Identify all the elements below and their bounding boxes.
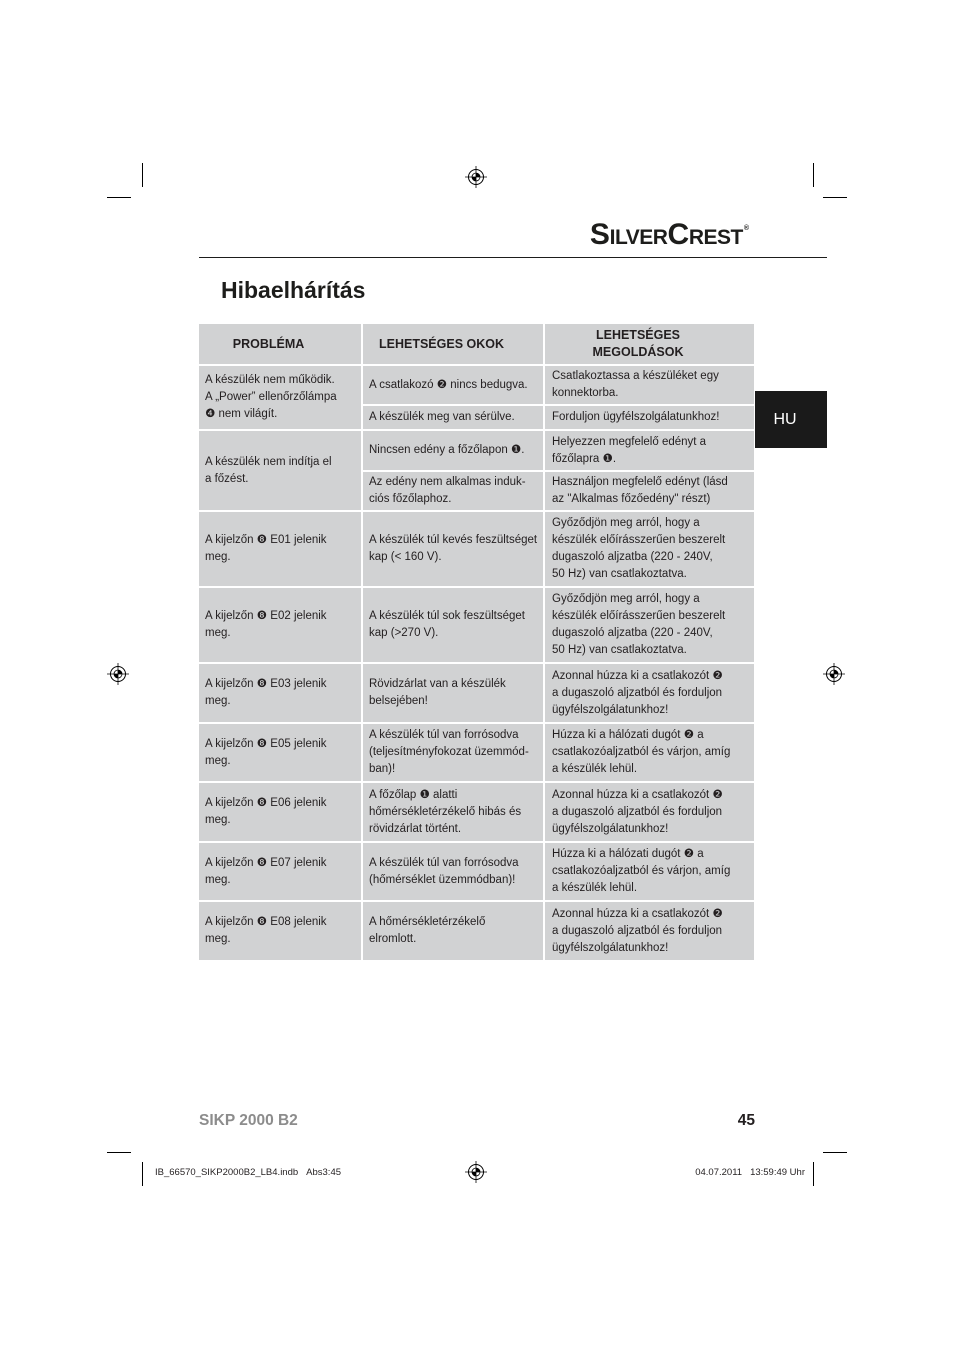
crop-mark-top-left-vertical [142, 163, 143, 187]
solution-cell: Húzza ki a hálózati dugót ❷ a csatlakozóaljzatból és várjon, amíg a készülék lehül. [545, 843, 754, 900]
crop-mark-bottom-right-horizontal [823, 1152, 847, 1153]
crop-mark-bottom-left-horizontal [107, 1152, 131, 1153]
language-tab: HU [755, 391, 827, 448]
registration-mark-icon [107, 663, 129, 685]
crop-mark-top-left-horizontal [107, 197, 131, 198]
problem-cell: A kijelzőn ❽ E07 jelenik meg. [199, 843, 361, 900]
registration-mark-icon [823, 663, 845, 685]
solution-cell: Csatlakoztassa a készüléket egy konnektorba. [545, 366, 754, 404]
registered-trademark: ® [743, 225, 749, 232]
solution-cell: Azonnal húzza ki a csatlakozót ❷ a dugaszoló aljzatból és forduljon ügyfélszolgálatunkhoz! [545, 664, 754, 722]
print-slug-timestamp [695, 1167, 805, 1179]
cause-cell: A készülék meg van sérülve. [363, 406, 543, 429]
cause-cell: A készülék túl sok feszültséget kap (>270 V). [363, 588, 543, 662]
page-title: Hibaelhárítás [221, 277, 366, 303]
header-rule [199, 257, 827, 258]
problem-cell: A kijelzőn ❽ E02 jelenik meg. [199, 588, 361, 662]
solution-cell: Győződjön meg arról, hogy a készülék előírásszerűen beszerelt dugaszoló aljzatba (220 - 240V, 50 Hz) van csatlakoztatva. [545, 512, 754, 586]
problem-cell: A készülék nem indítja el a főzést. [199, 431, 361, 510]
print-slug-file [155, 1167, 341, 1179]
crop-mark-top-right-horizontal [823, 197, 847, 198]
logo-initial: C [667, 218, 689, 251]
cause-cell: A csatlakozó ❷ nincs bedugva. [363, 366, 543, 404]
troubleshooting-table [199, 324, 754, 960]
cause-cell: A főzőlap ❶ alatti hőmérsékletérzékelő hibás és rövidzárlat történt. [363, 783, 543, 841]
solution-cell: Győződjön meg arról, hogy a készülék előírásszerűen beszerelt dugaszoló aljzatba (220 - 240V, 50 Hz) van csatlakoztatva. [545, 588, 754, 662]
cause-cell: A készülék túl kevés feszültséget kap (< 160 V). [363, 512, 543, 586]
crop-mark-bottom-right-vertical [813, 1162, 814, 1186]
logo-small-caps: REST [688, 226, 743, 249]
solution-cell: Helyezzen megfelelő edényt a főzőlapra ❶. [545, 431, 754, 470]
slug-date: 04.07.2011 [695, 1167, 743, 1178]
table-header-problem: PROBLÉMA [199, 324, 361, 364]
slug-time: 13:59:49 Uhr [750, 1167, 805, 1178]
table-header-causes: LEHETSÉGES OKOK [363, 324, 543, 364]
solution-cell: Azonnal húzza ki a csatlakozót ❷ a dugaszoló aljzatból és forduljon ügyfélszolgálatunkhoz! [545, 902, 754, 960]
logo-small-caps: ILVER [609, 226, 668, 249]
page-number: 45 [737, 1112, 755, 1129]
cause-cell: A hőmérsékletérzékelő elromlott. [363, 902, 543, 960]
solution-cell: Azonnal húzza ki a csatlakozót ❷ a dugaszoló aljzatból és forduljon ügyfélszolgálatunkhoz! [545, 783, 754, 841]
problem-cell: A készülék nem működik. A „Power” ellenőrzőlámpa ❹ nem világít. [199, 366, 361, 429]
table-header-solutions: LEHETSÉGES MEGOLDÁSOK [545, 324, 754, 364]
model-number: SIKP 2000 B2 [199, 1112, 298, 1129]
crop-mark-top-right-vertical [813, 163, 814, 187]
silvercrest-logo [590, 220, 749, 250]
registration-mark-icon [465, 1161, 487, 1183]
problem-cell: A kijelzőn ❽ E08 jelenik meg. [199, 902, 361, 960]
registration-mark-icon [465, 166, 487, 188]
solution-cell: Forduljon ügyfélszolgálatunkhoz! [545, 406, 754, 429]
problem-cell: A kijelzőn ❽ E06 jelenik meg. [199, 783, 361, 841]
slug-filename: IB_66570_SIKP2000B2_LB4.indb [155, 1167, 299, 1178]
cause-cell: A készülék túl van forrósodva (teljesítményfokozat üzemmód- ban)! [363, 724, 543, 781]
cause-cell: Rövidzárlat van a készülék belsejében! [363, 664, 543, 722]
solution-cell: Használjon megfelelő edényt (lásd az "Alkalmas főzőedény" részt) [545, 472, 754, 510]
logo-initial: S [589, 218, 610, 251]
crop-mark-bottom-left-vertical [142, 1162, 143, 1186]
problem-cell: A kijelzőn ❽ E05 jelenik meg. [199, 724, 361, 781]
cause-cell: Nincsen edény a főzőlapon ❶. [363, 431, 543, 470]
slug-section: Abs3:45 [306, 1167, 342, 1178]
cause-cell: Az edény nem alkalmas induk- ciós főzőlaphoz. [363, 472, 543, 510]
problem-cell: A kijelzőn ❽ E01 jelenik meg. [199, 512, 361, 586]
problem-cell: A kijelzőn ❽ E03 jelenik meg. [199, 664, 361, 722]
solution-cell: Húzza ki a hálózati dugót ❷ a csatlakozóaljzatból és várjon, amíg a készülék lehül. [545, 724, 754, 781]
cause-cell: A készülék túl van forrósodva (hőmérséklet üzemmódban)! [363, 843, 543, 900]
